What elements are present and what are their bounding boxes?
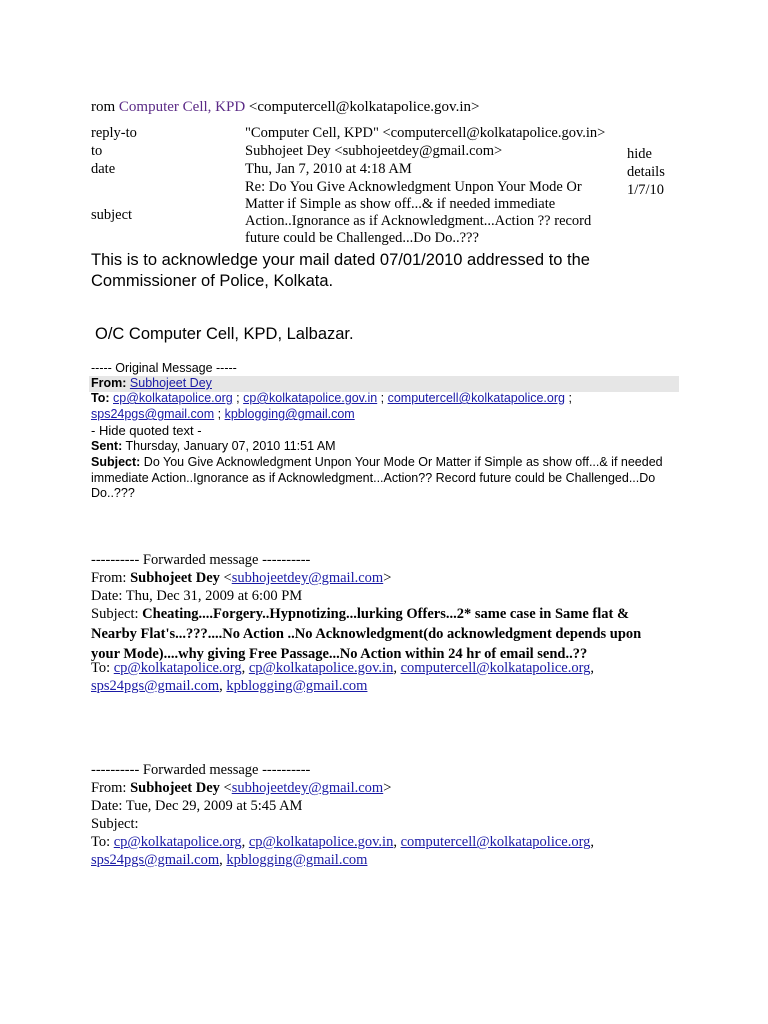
original-sent bbox=[91, 439, 336, 455]
email-link[interactable]: cp@kolkatapolice.org bbox=[113, 660, 242, 676]
forward-subject bbox=[91, 605, 641, 663]
subject-line: Re: Do You Give Acknowledgment Unpon Your Mode Or bbox=[245, 179, 582, 195]
original-message-divider: ----- Original Message ----- bbox=[91, 361, 237, 375]
email-link[interactable]: kpblogging@gmail.com bbox=[224, 407, 355, 421]
forward-date: Date: Thu, Dec 31, 2009 at 6:00 PM bbox=[91, 588, 303, 604]
forward-from: From: Subhojeet Dey <subhojeetdey@gmail.com> bbox=[91, 570, 392, 586]
forward-to-cont: sps24pgs@gmail.com, kpblogging@gmail.com bbox=[91, 852, 368, 868]
original-subject-line: immediate Action..Ignorance as if Acknowledgment...Action?? Record future could be Challenged...Do bbox=[91, 470, 656, 485]
email-link[interactable]: computercell@kolkatapolice.org bbox=[400, 834, 591, 850]
email-link[interactable]: cp@kolkatapolice.org bbox=[113, 391, 233, 405]
forward-from-label: From: bbox=[91, 780, 131, 796]
details-date: 1/7/10 bbox=[627, 182, 665, 198]
original-subject-line: Do You Give Acknowledgment Unpon Your Mode Or Matter if Simple as show off...& if needed bbox=[143, 455, 663, 469]
original-subject-line: Do..??? bbox=[91, 486, 135, 500]
subject-label: subject bbox=[91, 207, 133, 223]
email-link[interactable]: kpblogging@gmail.com bbox=[226, 852, 368, 868]
email-link[interactable]: cp@kolkatapolice.gov.in bbox=[248, 834, 394, 850]
forward-subject-line: Cheating....Forgery..Hypnotizing...lurking Offers...2* same case in Same flat & bbox=[142, 606, 630, 622]
original-to-label: To: bbox=[91, 391, 110, 405]
reply-to-label: reply-to bbox=[91, 125, 137, 141]
subject-line: future could be Challenged...Do Do..??? bbox=[245, 230, 479, 246]
original-from bbox=[91, 376, 212, 392]
forward-subject-line: your Mode)....why giving Free Passage...No Action within 24 hr of email send..?? bbox=[91, 646, 588, 662]
forward-divider: ---------- Forwarded message ---------- bbox=[91, 762, 311, 778]
forward-to-label: To: bbox=[91, 834, 114, 850]
original-sent-label: Sent: bbox=[91, 439, 123, 453]
to-value: Subhojeet Dey <subhojeetdey@gmail.com> bbox=[245, 143, 503, 159]
signature: O/C Computer Cell, KPD, Lalbazar. bbox=[95, 325, 354, 343]
email-link[interactable]: sps24pgs@gmail.com bbox=[91, 852, 220, 868]
email-link[interactable]: kpblogging@gmail.com bbox=[226, 678, 368, 694]
sender-name[interactable]: Computer Cell, KPD bbox=[118, 99, 246, 115]
body-line-1: This is to acknowledge your mail dated 07/01/2010 addressed to the bbox=[91, 251, 590, 269]
forward-to: To: cp@kolkatapolice.org, cp@kolkatapolice.gov.in, computercell@kolkatapolice.org, bbox=[91, 660, 595, 676]
email-link[interactable]: computercell@kolkatapolice.org bbox=[400, 660, 591, 676]
forward-to-label: To: bbox=[91, 660, 114, 676]
original-subject-label: Subject: bbox=[91, 455, 141, 469]
to-label: to bbox=[91, 143, 103, 159]
forward-to: To: cp@kolkatapolice.org, cp@kolkatapolice.gov.in, computercell@kolkatapolice.org, bbox=[91, 834, 595, 850]
forward-divider: ---------- Forwarded message ---------- bbox=[91, 552, 311, 568]
reply-to-value: "Computer Cell, KPD" <computercell@kolkatapolice.gov.in> bbox=[245, 125, 606, 141]
forward-from: From: Subhojeet Dey <subhojeetdey@gmail.com> bbox=[91, 780, 392, 796]
forward-subject-line: Nearby Flat's...???....No Action ..No Acknowledgment(do acknowledgment depends upon bbox=[91, 626, 642, 642]
original-to-cont: sps24pgs@gmail.com ; kpblogging@gmail.com bbox=[91, 407, 355, 421]
forward-from-email[interactable]: subhojeetdey@gmail.com bbox=[231, 780, 384, 796]
email-link[interactable]: sps24pgs@gmail.com bbox=[91, 407, 215, 421]
forward-from-name: Subhojeet Dey bbox=[130, 570, 220, 586]
forward-date: Date: Tue, Dec 29, 2009 at 5:45 AM bbox=[91, 798, 303, 814]
body-line-2: Commissioner of Police, Kolkata. bbox=[91, 272, 334, 290]
original-subject bbox=[91, 455, 663, 502]
from-prefix: rom bbox=[91, 99, 119, 115]
original-sent-value: Thursday, January 07, 2010 11:51 AM bbox=[125, 439, 336, 453]
date-label: date bbox=[91, 161, 116, 177]
email-link[interactable]: computercell@kolkatapolice.org bbox=[387, 391, 565, 405]
details-text: details bbox=[627, 164, 665, 180]
email-link[interactable]: cp@kolkatapolice.org bbox=[113, 834, 242, 850]
subject-value bbox=[245, 179, 591, 247]
forward-subject: Subject: bbox=[91, 816, 139, 832]
from-line bbox=[91, 99, 479, 116]
forward-to-cont: sps24pgs@gmail.com, kpblogging@gmail.com bbox=[91, 678, 368, 694]
hide-details-link[interactable] bbox=[627, 145, 665, 199]
subject-line: Action..Ignorance as if Acknowledgment...Action ?? record bbox=[245, 213, 592, 229]
original-from-link[interactable]: Subhojeet Dey bbox=[129, 376, 212, 390]
date-value: Thu, Jan 7, 2010 at 4:18 AM bbox=[245, 161, 412, 177]
hide-quoted-text-link[interactable]: - Hide quoted text - bbox=[91, 423, 202, 438]
email-link[interactable]: sps24pgs@gmail.com bbox=[91, 678, 220, 694]
original-from-label: From: bbox=[91, 376, 127, 390]
subject-line: Matter if Simple as show off...& if needed immediate bbox=[245, 196, 556, 212]
email-link[interactable]: cp@kolkatapolice.gov.in bbox=[243, 391, 378, 405]
email-link[interactable]: cp@kolkatapolice.gov.in bbox=[248, 660, 394, 676]
forward-from-email[interactable]: subhojeetdey@gmail.com bbox=[231, 570, 384, 586]
original-to: To: cp@kolkatapolice.org ; cp@kolkatapolice.gov.in ; computercell@kolkatapolice.org ; bbox=[91, 391, 572, 405]
forward-from-label: From: bbox=[91, 570, 131, 586]
sender-email: <computercell@kolkatapolice.gov.in> bbox=[245, 99, 480, 115]
forward-from-name: Subhojeet Dey bbox=[130, 780, 220, 796]
hide-text: hide bbox=[627, 146, 652, 162]
forward-subject-label: Subject: bbox=[91, 606, 143, 622]
